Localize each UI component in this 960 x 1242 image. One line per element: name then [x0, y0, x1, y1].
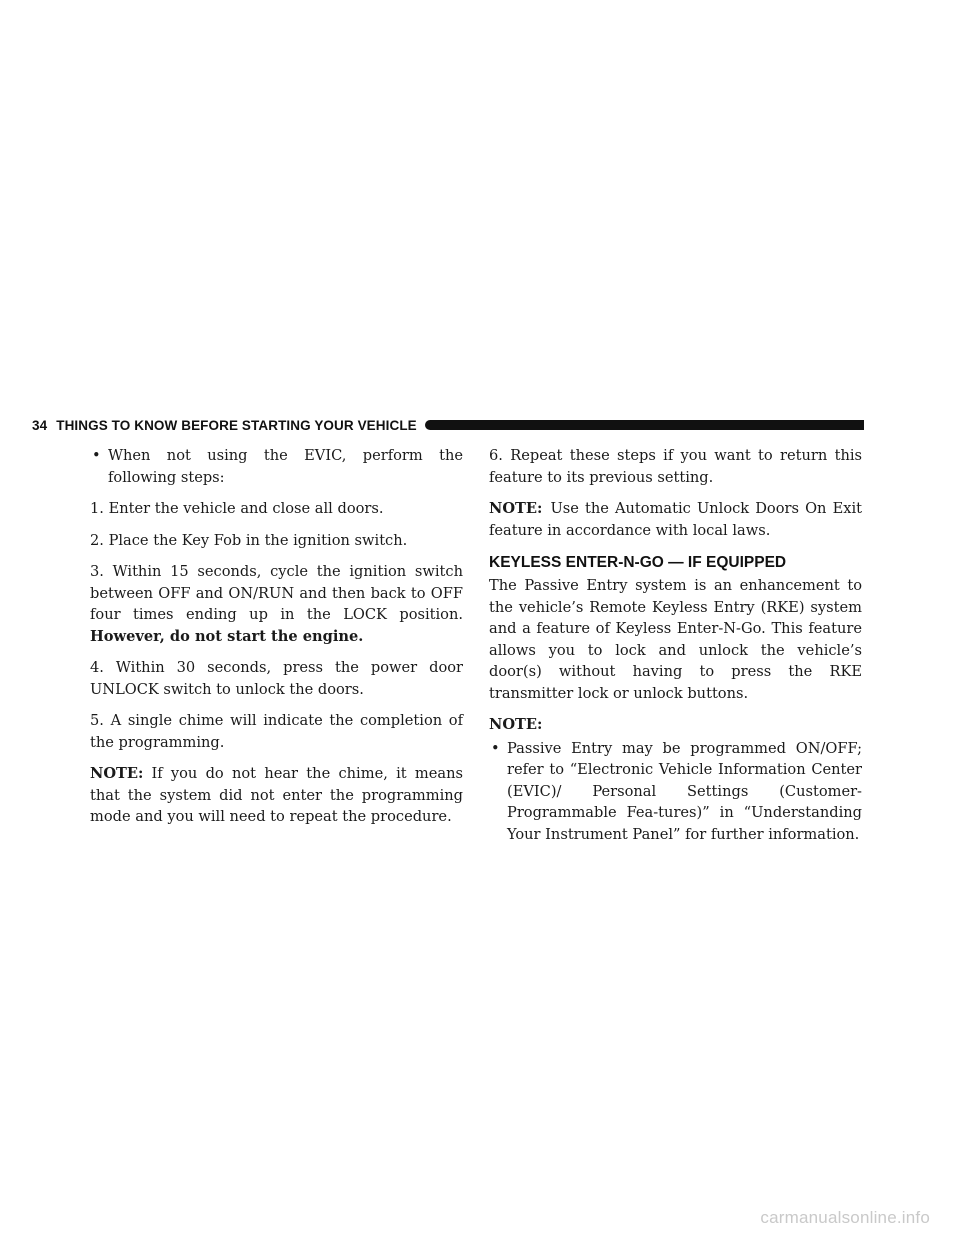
- step-2: 2. Place the Key Fob in the ignition switch.: [90, 531, 408, 549]
- section-paragraph: The Passive Entry system is an enhancement to the vehicle’s Remote Keyless Entry (RKE) system and a feature of Keyless Enter-N-Go. This feature allows you to lock and unlock the vehicle’s door(s) without having to press the RKE transmitter lock or unlock buttons.: [489, 577, 862, 702]
- note-text: Use the Automatic Unlock Doors On Exit feature in accordance with local laws.: [489, 500, 862, 539]
- step-1: 1. Enter the vehicle and close all doors.: [90, 500, 384, 517]
- step-3: [90, 561, 463, 647]
- bullet-text: Passive Entry may be programmed ON/OFF; refer to “Electronic Vehicle Information Center (EVIC)/ Personal Settings (Customer-Programmable Fea-tures)” in “Understanding Your Instrument Panel” for further information.: [507, 739, 862, 843]
- bullet-icon: •: [491, 739, 500, 757]
- page-number: 34: [32, 417, 48, 433]
- header-rule: [425, 420, 864, 430]
- note-label-standalone: NOTE:: [489, 716, 543, 733]
- bullet-text: When not using the EVIC, perform the following steps:: [108, 447, 463, 486]
- step-6: 6. Repeat these steps if you want to return this feature to its previous setting.: [489, 447, 862, 486]
- list-item: [489, 738, 862, 846]
- note-label: NOTE:: [90, 765, 144, 782]
- note-text: If you do not hear the chime, it means that the system did not enter the programming mode and you will need to repeat the procedure.: [90, 765, 463, 825]
- step-3-text: 3. Within 15 seconds, cycle the ignition switch between OFF and ON/RUN and then back to OFF four times ending up in the LOCK position.: [90, 563, 463, 623]
- note-label: NOTE:: [489, 500, 543, 517]
- note: [90, 763, 463, 828]
- list-item: [90, 445, 463, 488]
- watermark: carmanualsonline.info: [760, 1208, 930, 1227]
- section-heading: KEYLESS ENTER-N-GO — IF EQUIPPED: [489, 554, 787, 571]
- bullet-icon: •: [92, 447, 101, 464]
- page-header: [32, 417, 864, 433]
- section-title: THINGS TO KNOW BEFORE STARTING YOUR VEHICLE: [56, 417, 417, 433]
- step-5: 5. A single chime will indicate the completion of the programming.: [90, 712, 463, 751]
- step-3-warning: However, do not start the engine.: [90, 627, 364, 645]
- right-column: [489, 445, 862, 855]
- step-4: 4. Within 30 seconds, press the power door UNLOCK switch to unlock the doors.: [90, 659, 463, 698]
- note-automatic-unlock: [489, 498, 862, 541]
- left-column: [90, 445, 463, 838]
